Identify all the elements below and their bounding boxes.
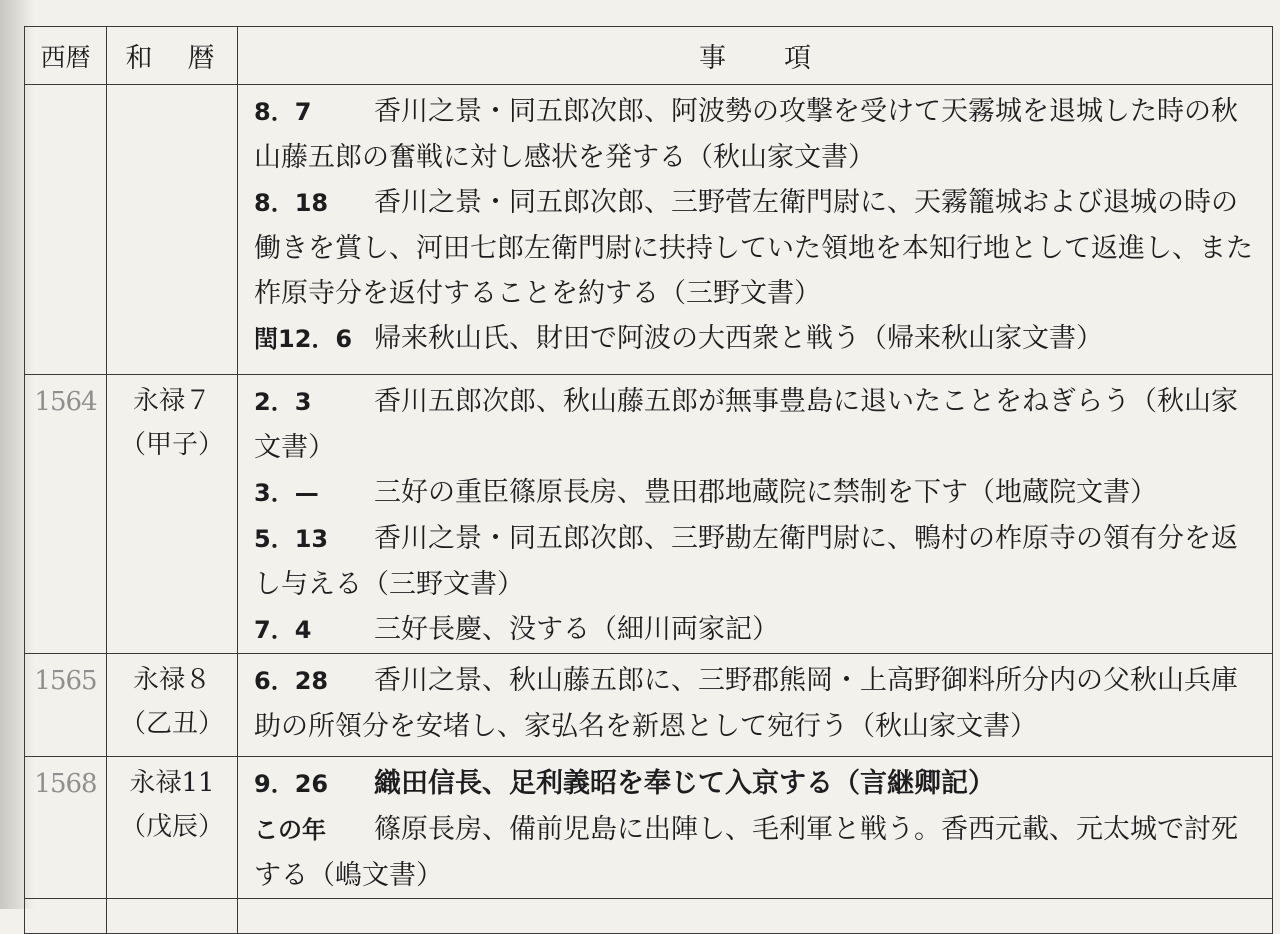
event-text: 香川之景・同五郎次郎、三野菅左衛門尉に、天霧籠城および退城の時の働きを賞し、河田七郎左衛門尉に扶持していた領地を本知行地として返進し、また柞原寺分を返付することを約する（三野文書） [254, 187, 1253, 309]
era-zodiac: （戊辰） [119, 812, 224, 842]
events-cell [238, 85, 1273, 375]
event-entry [254, 658, 1262, 749]
event-entry [254, 470, 1262, 516]
event-entry [254, 316, 1262, 362]
event-text: 帰来秋山氏、財田で阿波の大西衆と戦う（帰来秋山家文書） [374, 323, 1103, 354]
event-date: 8．7 [254, 98, 312, 126]
table-row [25, 375, 1273, 654]
events-cell [238, 757, 1273, 899]
event-date: 閏12．6 [254, 325, 353, 353]
table-row [25, 85, 1273, 375]
era-cell [107, 899, 238, 934]
era-zodiac: （甲子） [119, 430, 224, 460]
event-entry [254, 89, 1262, 180]
event-entry [254, 180, 1262, 316]
event-date: 2．3 [254, 388, 312, 416]
event-date: 9．26 [254, 770, 329, 798]
table-header-row [25, 27, 1273, 85]
event-entry [254, 807, 1262, 898]
events-cell [238, 375, 1273, 654]
table-row [25, 899, 1273, 934]
event-text: 香川之景・同五郎次郎、阿波勢の攻撃を受けて天霧城を退城した時の秋山藤五郎の奮戦に対し感状を発する（秋山家文書） [254, 96, 1238, 173]
era-name: 永禄８ [132, 665, 211, 695]
era-cell [107, 654, 238, 757]
event-text: 香川之景・同五郎次郎、三野勘左衛門尉に、鴨村の柞原寺の領有分を返し与える（三野文書） [254, 523, 1238, 600]
event-entry [254, 379, 1262, 470]
event-date: 7．4 [254, 616, 312, 644]
table-row [25, 757, 1273, 899]
event-text: 篠原長房、備前児島に出陣し、毛利軍と戦う。香西元載、元太城で討死する（嶋文書） [254, 814, 1238, 891]
year-cell [25, 899, 107, 934]
event-date: 3．— [254, 479, 319, 507]
era-cell [107, 375, 238, 654]
events-cell [238, 899, 1273, 934]
year-cell: 1568 [25, 757, 107, 899]
event-text: 三好長慶、没する（細川両家記） [374, 614, 779, 645]
era-name: 永禄７ [132, 386, 211, 416]
era-cell [107, 85, 238, 375]
header-japanese-era: 和 暦 [107, 27, 238, 85]
era-cell [107, 757, 238, 899]
event-date: 8．18 [254, 189, 329, 217]
event-date: この年 [254, 816, 326, 844]
table-row [25, 654, 1273, 757]
chronology-table [24, 26, 1273, 934]
event-entry [254, 761, 1262, 807]
header-western-year: 西暦 [25, 27, 107, 85]
event-entry [254, 516, 1262, 607]
event-text: 三好の重臣篠原長房、豊田郡地蔵院に禁制を下す（地蔵院文書） [374, 477, 1157, 508]
year-cell: 1565 [25, 654, 107, 757]
event-text: 織田信長、足利義昭を奉じて入京する（言継卿記） [374, 768, 995, 799]
header-events: 事項 [238, 27, 1273, 85]
year-cell [25, 85, 107, 375]
year-cell: 1564 [25, 375, 107, 654]
events-cell [238, 654, 1273, 757]
event-entry [254, 607, 1262, 653]
event-date: 6．28 [254, 667, 329, 695]
era-zodiac: （乙丑） [119, 709, 224, 739]
event-text: 香川之景、秋山藤五郎に、三野郡熊岡・上高野御料所分内の父秋山兵庫助の所領分を安堵し、家弘名を新恩として宛行う（秋山家文書） [254, 665, 1238, 742]
era-name: 永禄11 [129, 768, 215, 798]
event-date: 5．13 [254, 525, 329, 553]
event-text: 香川五郎次郎、秋山藤五郎が無事豊島に退いたことをねぎらう（秋山家文書） [254, 386, 1238, 463]
